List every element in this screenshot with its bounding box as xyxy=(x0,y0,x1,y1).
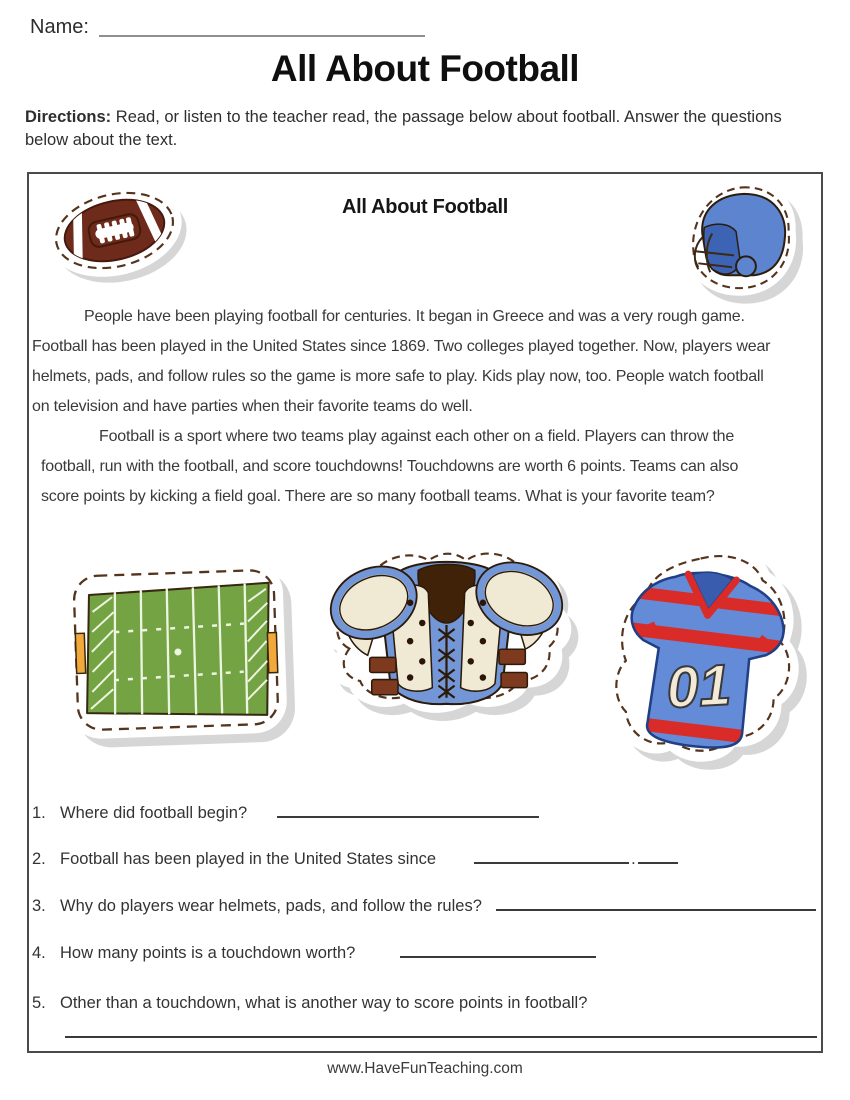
question-number: 1. xyxy=(32,804,46,822)
footer-url: www.HaveFunTeaching.com xyxy=(327,1060,523,1077)
question-number: 5. xyxy=(32,994,46,1012)
passage-line: Football is a sport where two teams play against each other on a field. Players can throw the xyxy=(99,428,735,445)
answer-blank-q2b[interactable] xyxy=(638,848,678,864)
question-number: 3. xyxy=(32,897,46,915)
question-1 xyxy=(32,802,818,823)
passage-line: Football has been played in the United States since 1869. Two colleges played together. Now, players wear xyxy=(32,338,771,355)
football-icon xyxy=(33,176,195,288)
directions xyxy=(25,106,782,152)
passage-heading: All About Football xyxy=(341,196,509,218)
question-text: How many points is a touchdown worth? xyxy=(60,944,356,962)
directions-line-1 xyxy=(25,106,782,129)
answer-blank-q2[interactable] xyxy=(474,848,629,864)
question-5 xyxy=(32,994,818,1013)
question-text: Other than a touchdown, what is another way to score points in football? xyxy=(60,994,588,1012)
question-2 xyxy=(32,848,818,869)
question-4 xyxy=(32,942,818,963)
directions-text-1: Read, or listen to the teacher read, the passage below about football. Answer the questions xyxy=(111,108,782,126)
answer-blank-q5[interactable] xyxy=(65,1014,817,1038)
question-text: Why do players wear helmets, pads, and follow the rules? xyxy=(60,897,482,915)
page-title: All About Football xyxy=(270,48,580,89)
passage-line: People have been playing football for centuries. It began in Greece and was a very rough game. xyxy=(84,308,745,325)
answer-blank-q4[interactable] xyxy=(400,942,596,958)
shoulder-pads-icon xyxy=(303,530,591,722)
jersey-icon xyxy=(601,536,809,774)
question-number: 2. xyxy=(32,850,46,868)
directions-text-2: below about the text. xyxy=(25,131,178,149)
name-row xyxy=(30,16,425,39)
helmet-icon xyxy=(671,172,813,306)
passage-box xyxy=(27,172,823,1053)
question-text: Where did football begin? xyxy=(60,804,248,822)
directions-label: Directions: xyxy=(25,108,112,126)
field-icon xyxy=(55,552,303,754)
answer-blank-q3[interactable] xyxy=(496,895,816,911)
passage-line: helmets, pads, and follow rules so the game is more safe to play. Kids play now, too. People watch football xyxy=(32,368,764,385)
question-text: Football has been played in the United States since xyxy=(60,850,437,868)
passage-line: on television and have parties when their favorite teams do well. xyxy=(32,398,473,415)
blank-period: . xyxy=(631,850,636,868)
jersey-number: 01 xyxy=(664,653,733,721)
question-number: 4. xyxy=(32,944,46,962)
name-blank-line[interactable] xyxy=(99,35,425,37)
passage-paragraph-1 xyxy=(32,302,820,422)
passage-line: football, run with the football, and score touchdowns! Touchdowns are worth 6 points. Teams can also xyxy=(41,458,739,475)
passage-line: score points by kicking a field goal. There are so many football teams. What is your favorite team? xyxy=(41,488,715,505)
passage-paragraph-2 xyxy=(41,422,819,512)
question-3 xyxy=(32,895,818,916)
answer-blank-q1[interactable] xyxy=(277,802,539,818)
name-label: Name: xyxy=(30,16,89,38)
